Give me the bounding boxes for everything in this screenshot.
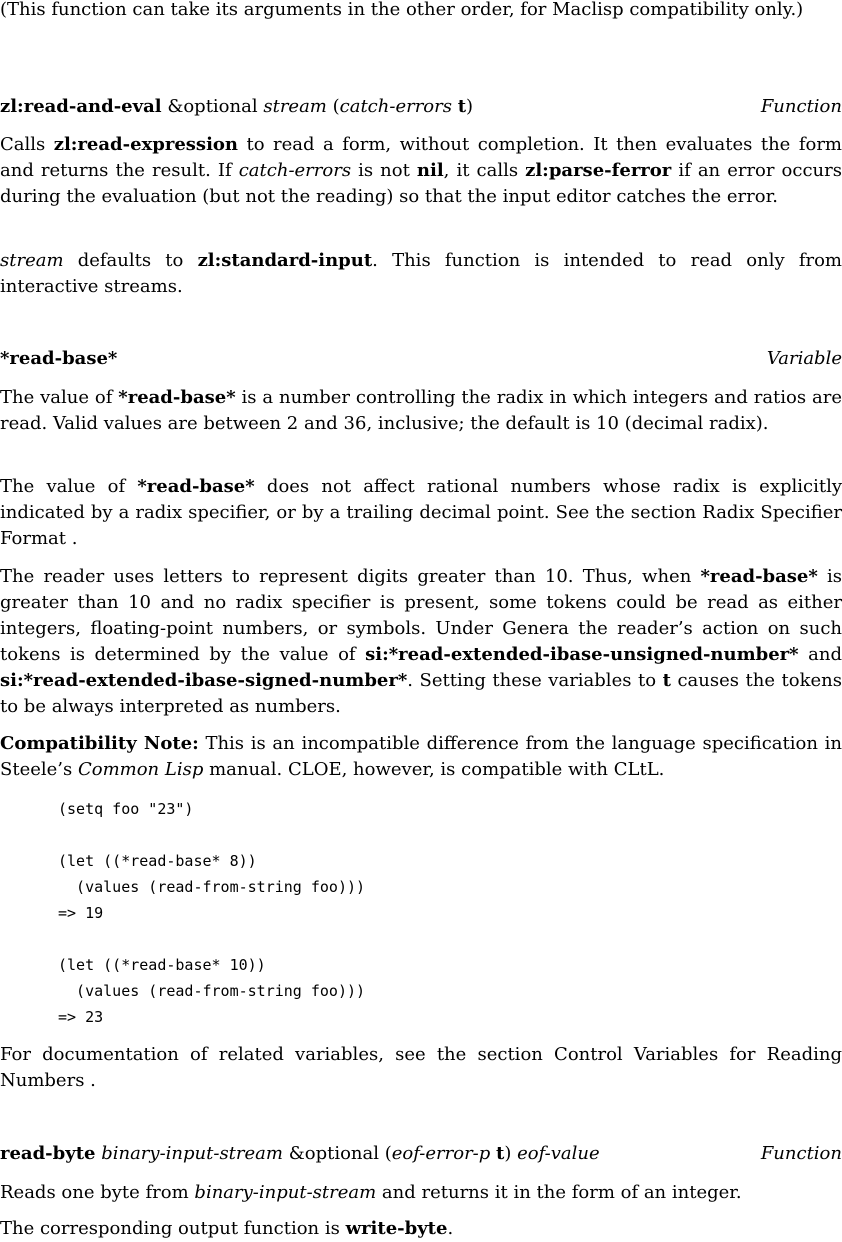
argument: binary-input-stream	[101, 1143, 283, 1164]
text-run: Reads one byte from	[0, 1182, 195, 1203]
variable-name: *read-base*	[0, 348, 118, 369]
note-label: Compatibility Note:	[0, 733, 199, 754]
text-run: The reader uses letters to represent digits greater than 10. Thus, when	[0, 566, 701, 587]
lambda-keyword: &optional	[288, 1143, 380, 1164]
text-run: does not affect rational numbers whose radix is explicitly indicated by a radix specifier, or by a trailing decimal point. See the section Radix Specifier Format .	[0, 476, 842, 549]
entry-kind: Function	[760, 1143, 842, 1164]
lambda-keyword: &optional	[167, 96, 258, 117]
paren: (	[384, 1143, 392, 1164]
entry-kind: Function	[760, 96, 842, 117]
paren: )	[504, 1143, 512, 1164]
symbol-ref: si:*read-extended-ibase-unsigned-number*	[365, 644, 799, 665]
entry-heading-read-byte	[0, 1141, 842, 1167]
argument-ref: catch-errors	[238, 160, 352, 181]
entry-heading-read-and-eval	[0, 94, 842, 120]
text-run: .	[447, 1218, 454, 1239]
argument: stream	[263, 96, 327, 117]
entry-signature	[0, 94, 473, 120]
paren: (	[332, 96, 340, 117]
text-run: The value of	[0, 387, 119, 408]
symbol-ref: write-byte	[345, 1218, 448, 1239]
entry-description	[0, 248, 842, 300]
entry-signature	[0, 1141, 600, 1167]
symbol-ref: *read-base*	[700, 566, 818, 587]
argument: eof-error-p	[391, 1143, 491, 1164]
entry-kind: Variable	[766, 348, 842, 369]
function-name: zl:read-and-eval	[0, 96, 162, 117]
text-run: . Setting these variables to	[407, 670, 663, 691]
entry-description: For documentation of related variables, see the section Control Variables for Reading Numbers .	[0, 1044, 842, 1091]
entry-description	[0, 1180, 842, 1206]
text-run: , it calls	[443, 160, 526, 181]
paren: )	[466, 96, 474, 117]
continuation-paragraph: (This function can take its arguments in the other order, for Maclisp compatibility only.)	[0, 0, 804, 20]
entry-description	[0, 132, 842, 210]
symbol-ref: nil	[416, 160, 444, 181]
symbol-ref: zl:read-expression	[53, 134, 238, 155]
compatibility-note	[0, 731, 842, 783]
text-run: if an error occurs during the evaluation (but not the reading) so that the input editor catches the error.	[0, 160, 842, 207]
text-run: manual. CLOE, however, is compatible with CLtL.	[203, 759, 665, 780]
text-run: . This function is intended to read only from interactive streams.	[0, 250, 842, 297]
book-title: Common Lisp	[77, 759, 204, 780]
text-run: and	[798, 644, 842, 665]
text-run: to read a form, without completion. It then evaluates the form and returns the result. If	[0, 134, 842, 181]
entry-heading-read-base	[0, 346, 842, 372]
entry-description	[0, 1216, 842, 1242]
text-run: Calls	[0, 134, 54, 155]
argument: catch-errors	[339, 96, 452, 117]
text-run: The value of	[0, 476, 138, 497]
default-value: t	[496, 1143, 505, 1164]
entry-description	[0, 564, 842, 720]
text-run: is greater than 10 and no radix specifier is present, some tokens could be read as either integers, floating-point numbers, or symbols. Under Genera the reader’s action on such tokens is determined by the value of	[0, 566, 842, 665]
symbol-ref: *read-base*	[118, 387, 236, 408]
symbol-ref: t	[662, 670, 671, 691]
text-run: causes the tokens to be always interpreted as numbers.	[0, 670, 842, 717]
default-value: t	[457, 96, 467, 117]
symbol-ref: zl:parse-ferror	[525, 160, 672, 181]
symbol-ref: si:*read-extended-ibase-signed-number*	[0, 670, 408, 691]
argument-ref: binary-input-stream	[194, 1182, 377, 1203]
text-run: This is an incompatible difference from the language specification in Steele’s	[0, 733, 842, 780]
argument-ref: stream	[0, 250, 64, 271]
entry-description	[0, 385, 842, 437]
text-run: is a number controlling the radix in which integers and ratios are read. Valid values are between 2 and 36, inclusive; the default is 10 (decimal radix).	[0, 387, 842, 434]
text-run: The corresponding output function is	[0, 1218, 346, 1239]
code-example: (setq foo "23") (let ((*read-base* 8)) (values (read-from-string foo))) => 19 (let ((*read-base* 10)) (values (read-from-string foo))) => 23	[58, 800, 366, 1026]
text-run: defaults to	[63, 250, 198, 271]
function-name: read-byte	[0, 1143, 96, 1164]
symbol-ref: zl:standard-input	[197, 250, 373, 271]
text-run: is not	[351, 160, 417, 181]
symbol-ref: *read-base*	[137, 476, 255, 497]
text-run: and returns it in the form of an integer.	[376, 1182, 742, 1203]
entry-description	[0, 474, 842, 552]
argument: eof-value	[517, 1143, 600, 1164]
entry-signature	[0, 346, 117, 372]
